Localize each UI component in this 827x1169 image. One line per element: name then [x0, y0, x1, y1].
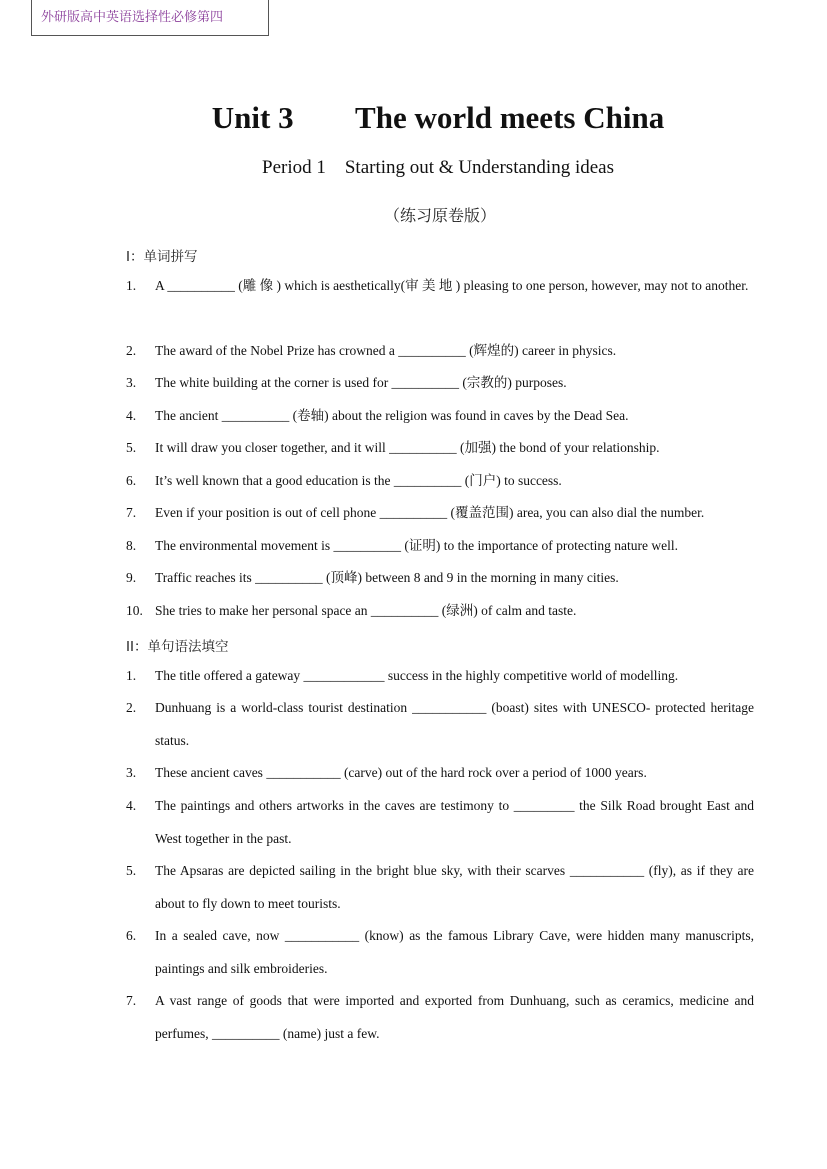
item-number: 7. — [126, 993, 137, 1008]
section1-item — [126, 367, 754, 400]
section2-item — [126, 692, 754, 757]
item-number: 6. — [126, 928, 137, 943]
item-text: The paintings and others artworks in the caves are testimony to _________ the Silk Road brought East and West together in the past. — [155, 798, 754, 846]
section1-item — [126, 497, 754, 530]
item-number: 10. — [126, 603, 143, 618]
item-text: She tries to make her personal space an __________ (绿洲) of calm and taste. — [155, 603, 577, 618]
item-number: 3. — [126, 375, 137, 390]
section2-item — [126, 757, 754, 790]
item-text: A __________ (雕 像 ) which is aesthetically(审 美 地 ) pleasing to one person, however, may not to another. — [155, 278, 749, 293]
item-text: It will draw you closer together, and it will __________ (加强) the bond of your relationship. — [155, 440, 660, 455]
section1-item — [126, 270, 754, 303]
item-number: 1. — [126, 668, 137, 683]
item-number: 7. — [126, 505, 137, 520]
item-text: The environmental movement is __________ (证明) to the importance of protecting nature well. — [155, 538, 678, 553]
section2-item — [126, 855, 754, 920]
item-number: 5. — [126, 863, 137, 878]
section2-item — [126, 790, 754, 855]
section2-item — [126, 660, 754, 693]
item-number: 1. — [126, 278, 137, 293]
item-text: The ancient __________ (卷轴) about the religion was found in caves by the Dead Sea. — [155, 408, 629, 423]
page-subtitle: Period 1 Starting out & Understanding ideas — [262, 157, 614, 178]
item-text: The award of the Nobel Prize has crowned a __________ (辉煌的) career in physics. — [155, 343, 617, 358]
item-text: It’s well known that a good education is the __________ (门户) to success. — [155, 473, 562, 488]
section1-item — [126, 530, 754, 563]
section1-item — [126, 595, 754, 628]
item-text: Dunhuang is a world-class tourist destination ___________ (boast) sites with UNESCO- protected heritage status. — [155, 700, 754, 748]
section2-heading: II：单句语法填空 — [126, 639, 229, 655]
item-number: 4. — [126, 798, 137, 813]
item-number: 2. — [126, 700, 137, 715]
item-number: 5. — [126, 440, 137, 455]
item-text: The title offered a gateway ____________ success in the highly competitive world of modelling. — [155, 668, 679, 683]
section2-item — [126, 920, 754, 985]
item-number: 8. — [126, 538, 137, 553]
item-text: Even if your position is out of cell phone __________ (覆盖范围) area, you can also dial the number. — [155, 505, 705, 520]
edition-label: （练习原卷版） — [383, 206, 496, 225]
item-number: 6. — [126, 473, 137, 488]
section1-item — [126, 400, 754, 433]
item-text: These ancient caves ___________ (carve) out of the hard rock over a period of 1000 years. — [155, 765, 647, 780]
section1-item — [126, 432, 754, 465]
item-number: 9. — [126, 570, 137, 585]
item-text: The white building at the corner is used for __________ (宗教的) purposes. — [155, 375, 567, 390]
section1-item — [126, 562, 754, 595]
item-text: In a sealed cave, now ___________ (know) as the famous Library Cave, were hidden many manuscripts, paintings and silk embroideries. — [155, 928, 754, 976]
section1-item — [126, 465, 754, 498]
item-text: The Apsaras are depicted sailing in the bright blue sky, with their scarves ___________ (fly), as if they are about to fly down to meet tourists. — [155, 863, 754, 911]
header-tag: 外研版高中英语选择性必修第四 — [31, 0, 269, 36]
section2-item — [126, 985, 754, 1050]
item-number: 3. — [126, 765, 137, 780]
section1-heading: I：单词拼写 — [126, 249, 198, 265]
item-text: Traffic reaches its __________ (顶峰) between 8 and 9 in the morning in many cities. — [155, 570, 619, 585]
page-title: Unit 3 The world meets China — [211, 100, 665, 135]
item-number: 4. — [126, 408, 137, 423]
section1-item — [126, 335, 754, 368]
item-text: A vast range of goods that were imported and exported from Dunhuang, such as ceramics, medicine and perfumes, __________ (name) just a few. — [155, 993, 754, 1041]
item-number: 2. — [126, 343, 137, 358]
